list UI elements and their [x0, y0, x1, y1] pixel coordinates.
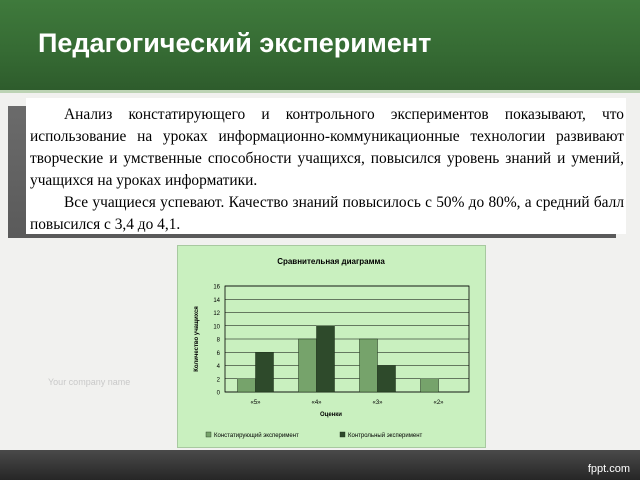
- bar-1-2: [299, 339, 317, 392]
- bar-2-1: [256, 352, 274, 392]
- slide-title: Педагогический эксперимент: [38, 28, 432, 58]
- legend-label-1: Констатирующий эксперимент: [214, 433, 299, 439]
- legend-swatch-1: [206, 432, 211, 437]
- comparison-chart: [177, 245, 486, 448]
- x-tick-label: «4»: [311, 400, 322, 406]
- chart-title: Сравнительная диаграмма: [277, 257, 385, 266]
- y-axis-label: Количество учащихся: [194, 306, 200, 372]
- paragraph-results: Все учащиеся успевают. Качество знаний повысилось с 50% до 80%, а средний балл повысился с 3,4 до 4,1.: [30, 194, 624, 233]
- bar-2-3: [378, 366, 396, 393]
- y-tick-label: 4: [216, 364, 220, 370]
- chart-svg: [178, 246, 485, 447]
- analysis-text-box: [26, 98, 626, 234]
- bar-2-2: [317, 326, 335, 392]
- y-tick-label: 8: [216, 337, 220, 344]
- y-tick-label: 0: [216, 390, 220, 397]
- paragraph-analysis: Анализ констатирующего и контрольного экспериментов показывают, что использование на уроках информационно-коммуникационные технологии развивают творческие и умственные способности учащихся, повысился уровень знаний и умений, учащихся на уроках информатики.: [30, 106, 624, 189]
- legend-swatch-2: [340, 432, 345, 437]
- y-tick-label: 14: [213, 297, 220, 304]
- company-name-placeholder: Your company name: [48, 377, 131, 387]
- y-tick-label: 2: [216, 377, 220, 384]
- y-tick-label: 16: [213, 284, 220, 291]
- y-tick-label: 12: [213, 311, 220, 317]
- legend-label-2: Контрольный эксперимент: [348, 433, 423, 439]
- brand-logo-text: fppt.com: [587, 463, 630, 475]
- bar-1-1: [238, 379, 256, 392]
- x-tick-label: «5»: [250, 400, 261, 406]
- bar-1-3: [360, 339, 378, 392]
- x-axis-label: Оценки: [319, 412, 343, 418]
- footer-band: [0, 450, 640, 480]
- y-tick-label: 6: [216, 350, 220, 357]
- x-tick-label: «3»: [372, 400, 383, 406]
- x-tick-label: «2»: [433, 400, 444, 406]
- y-tick-label: 10: [213, 324, 220, 331]
- bar-1-4: [421, 379, 439, 392]
